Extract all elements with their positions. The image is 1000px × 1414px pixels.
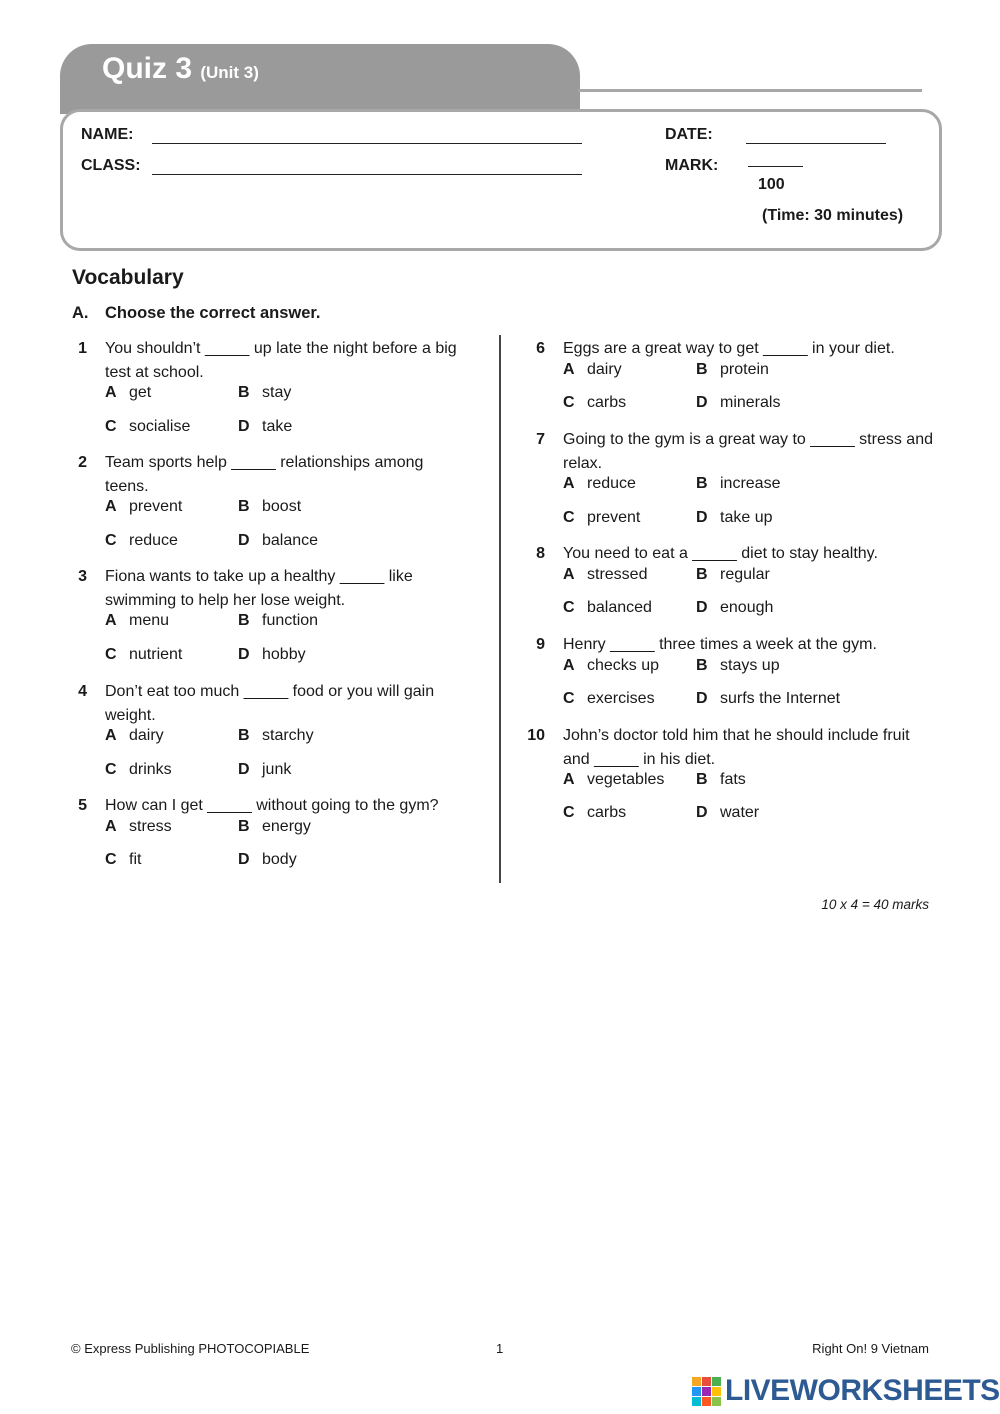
option-text: increase <box>720 475 781 492</box>
option-letter: A <box>563 566 575 583</box>
option-letter: A <box>105 612 117 629</box>
answer-option-b[interactable] <box>238 498 301 516</box>
time-limit: (Time: 30 minutes) <box>762 207 904 224</box>
option-letter: A <box>105 818 117 835</box>
brand-grid-square <box>712 1377 721 1386</box>
option-letter: A <box>563 657 575 674</box>
answer-option-c[interactable] <box>105 532 178 550</box>
option-letter: D <box>238 761 250 778</box>
option-text: exercises <box>587 690 655 707</box>
option-letter: B <box>238 384 250 401</box>
question-text: You shouldn’t _____ up late the night before a big test at school. <box>105 340 457 381</box>
option-text: carbs <box>587 394 627 411</box>
option-letter: C <box>105 532 117 549</box>
question-number: 5 <box>78 797 87 814</box>
answer-option-d[interactable] <box>696 690 840 708</box>
option-text: body <box>262 851 297 868</box>
question-number: 6 <box>536 340 545 357</box>
answer-option-c[interactable] <box>105 851 141 869</box>
answer-option-c[interactable] <box>105 418 190 436</box>
brand-grid-square <box>702 1387 711 1396</box>
quiz-title <box>102 52 259 86</box>
answer-option-d[interactable] <box>696 509 772 527</box>
instruction <box>72 304 321 323</box>
brand-grid-square <box>692 1387 701 1396</box>
quiz-unit: (Unit 3) <box>200 63 259 82</box>
option-text: balance <box>262 532 319 549</box>
option-text: junk <box>262 761 292 778</box>
name-label: NAME: <box>81 126 134 143</box>
header-rule <box>578 89 922 92</box>
mark-field[interactable] <box>748 166 803 167</box>
option-text: stressed <box>587 566 648 583</box>
question-number: 4 <box>78 683 87 700</box>
date-field[interactable] <box>746 143 886 144</box>
brand-grid-square <box>692 1377 701 1386</box>
option-text: minerals <box>720 394 781 411</box>
answer-option-a[interactable] <box>105 818 172 836</box>
column-divider <box>499 335 501 883</box>
option-text: fats <box>720 771 746 788</box>
question-number: 10 <box>527 727 545 744</box>
option-letter: C <box>563 690 575 707</box>
answer-option-d[interactable] <box>696 804 759 822</box>
question-number: 7 <box>536 431 545 448</box>
option-text: reduce <box>587 475 636 492</box>
question-number: 2 <box>78 454 87 471</box>
option-letter: B <box>696 566 708 583</box>
footer-copyright: © Express Publishing PHOTOCOPIABLE <box>71 1341 310 1356</box>
answer-option-d[interactable] <box>238 532 318 550</box>
option-text: hobby <box>262 646 306 663</box>
instruction-text: Choose the correct answer. <box>105 304 321 322</box>
answer-option-b[interactable] <box>696 771 746 789</box>
answer-option-d[interactable] <box>696 394 780 412</box>
option-letter: A <box>563 361 575 378</box>
answer-option-a[interactable] <box>105 498 182 516</box>
option-text: stress <box>129 818 172 835</box>
option-letter: C <box>563 509 575 526</box>
answer-option-a[interactable] <box>105 612 169 630</box>
answer-option-b[interactable] <box>696 361 769 379</box>
option-letter: C <box>563 804 575 821</box>
option-text: vegetables <box>587 771 665 788</box>
answer-option-c[interactable] <box>563 509 640 527</box>
answer-option-c[interactable] <box>563 599 652 617</box>
option-letter: D <box>238 851 250 868</box>
question-text: Team sports help _____ relationships among teens. <box>105 454 424 495</box>
quiz-title-text: Quiz 3 <box>102 52 193 85</box>
brand-grid-square <box>702 1397 711 1406</box>
answer-option-a[interactable] <box>563 566 647 584</box>
option-letter: D <box>696 690 708 707</box>
footer-book: Right On! 9 Vietnam <box>812 1341 929 1356</box>
question-text: How can I get _____ without going to the gym? <box>105 797 439 814</box>
question-number: 8 <box>536 545 545 562</box>
brand-grid-square <box>702 1377 711 1386</box>
page-number: 1 <box>496 1341 504 1356</box>
question-number: 9 <box>536 636 545 653</box>
option-text: take up <box>720 509 773 526</box>
answer-option-d[interactable] <box>238 646 306 664</box>
option-text: nutrient <box>129 646 183 663</box>
option-letter: C <box>105 418 117 435</box>
option-text: fit <box>129 851 142 868</box>
option-letter: B <box>696 361 708 378</box>
answer-option-b[interactable] <box>238 612 318 630</box>
date-label: DATE: <box>665 126 713 143</box>
option-text: get <box>129 384 152 401</box>
answer-option-b[interactable] <box>238 384 291 402</box>
option-text: stay <box>262 384 292 401</box>
option-letter: A <box>105 727 117 744</box>
option-letter: A <box>105 384 117 401</box>
answer-option-b[interactable] <box>696 566 770 584</box>
student-info-panel <box>60 109 942 251</box>
option-text: enough <box>720 599 774 616</box>
option-text: reduce <box>129 532 178 549</box>
brand-grid-square <box>712 1387 721 1396</box>
answer-option-c[interactable] <box>563 690 655 708</box>
question-text: Fiona wants to take up a healthy _____ like swimming to help her lose weight. <box>105 568 413 609</box>
answer-option-b[interactable] <box>238 818 311 836</box>
marks-note: 10 x 4 = 40 marks <box>821 897 929 912</box>
option-letter: D <box>696 394 708 411</box>
option-letter: A <box>563 771 575 788</box>
question-text: Don’t eat too much _____ food or you will gain weight. <box>105 683 435 724</box>
question-text: John’s doctor told him that he should include fruit and _____ in his diet. <box>563 727 910 768</box>
question-number: 1 <box>78 340 87 357</box>
question-text: Eggs are a great way to get _____ in your diet. <box>563 340 895 357</box>
brand-grid-square <box>712 1397 721 1406</box>
option-letter: A <box>105 498 117 515</box>
option-letter: D <box>696 599 708 616</box>
answer-option-d[interactable] <box>238 851 297 869</box>
answer-option-a[interactable] <box>105 384 151 402</box>
brand-grid-square <box>692 1397 701 1406</box>
answer-option-a[interactable] <box>563 475 636 493</box>
question-text: Henry _____ three times a week at the gym. <box>563 636 877 653</box>
option-text: checks up <box>587 657 660 674</box>
option-letter: C <box>105 761 117 778</box>
question-text: You need to eat a _____ diet to stay healthy. <box>563 545 878 562</box>
mark-total: 100 <box>758 176 785 193</box>
option-letter: D <box>238 418 250 435</box>
answer-option-a[interactable] <box>105 727 164 745</box>
answer-option-d[interactable] <box>238 418 292 436</box>
option-letter: C <box>563 599 575 616</box>
answer-option-a[interactable] <box>563 657 659 675</box>
option-letter: D <box>696 509 708 526</box>
option-text: regular <box>720 566 770 583</box>
option-text: function <box>262 612 319 629</box>
brand-name: LIVEWORKSHEETS <box>725 1374 1000 1407</box>
question-number: 3 <box>78 568 87 585</box>
option-text: dairy <box>587 361 622 378</box>
class-label: CLASS: <box>81 157 141 174</box>
option-text: balanced <box>587 599 652 616</box>
question-text: Going to the gym is a great way to _____ stress and relax. <box>563 431 933 472</box>
option-text: menu <box>129 612 170 629</box>
answer-option-c[interactable] <box>563 804 626 822</box>
liveworksheets-logo <box>692 1374 1000 1408</box>
option-text: stays up <box>720 657 780 674</box>
name-field[interactable] <box>152 143 582 144</box>
answer-option-c[interactable] <box>105 761 172 779</box>
class-field[interactable] <box>152 174 582 175</box>
option-text: take <box>262 418 293 435</box>
answer-option-a[interactable] <box>563 771 664 789</box>
mark-label: MARK: <box>665 157 719 174</box>
option-text: surfs the Internet <box>720 690 841 707</box>
option-letter: D <box>696 804 708 821</box>
option-letter: B <box>238 818 250 835</box>
section-title: Vocabulary <box>72 266 184 289</box>
option-text: dairy <box>129 727 164 744</box>
option-text: drinks <box>129 761 172 778</box>
brand-grid-icon <box>692 1377 721 1406</box>
option-letter: C <box>105 646 117 663</box>
option-letter: B <box>696 475 708 492</box>
answer-option-c[interactable] <box>563 394 626 412</box>
option-text: water <box>720 804 760 821</box>
option-text: protein <box>720 361 769 378</box>
answer-option-d[interactable] <box>238 761 291 779</box>
option-letter: B <box>696 657 708 674</box>
option-letter: D <box>238 646 250 663</box>
option-text: carbs <box>587 804 627 821</box>
option-letter: B <box>238 498 250 515</box>
option-letter: C <box>563 394 575 411</box>
instruction-letter: A. <box>72 304 89 322</box>
option-letter: B <box>696 771 708 788</box>
option-letter: B <box>238 612 250 629</box>
answer-option-c[interactable] <box>105 646 182 664</box>
answer-option-a[interactable] <box>563 361 622 379</box>
option-text: boost <box>262 498 302 515</box>
option-letter: D <box>238 532 250 549</box>
option-text: prevent <box>129 498 183 515</box>
answer-option-d[interactable] <box>696 599 773 617</box>
answer-option-b[interactable] <box>238 727 314 745</box>
option-text: socialise <box>129 418 191 435</box>
option-text: energy <box>262 818 311 835</box>
option-letter: A <box>563 475 575 492</box>
option-letter: B <box>238 727 250 744</box>
option-letter: C <box>105 851 117 868</box>
answer-option-b[interactable] <box>696 475 780 493</box>
answer-option-b[interactable] <box>696 657 780 675</box>
option-text: prevent <box>587 509 641 526</box>
option-text: starchy <box>262 727 314 744</box>
